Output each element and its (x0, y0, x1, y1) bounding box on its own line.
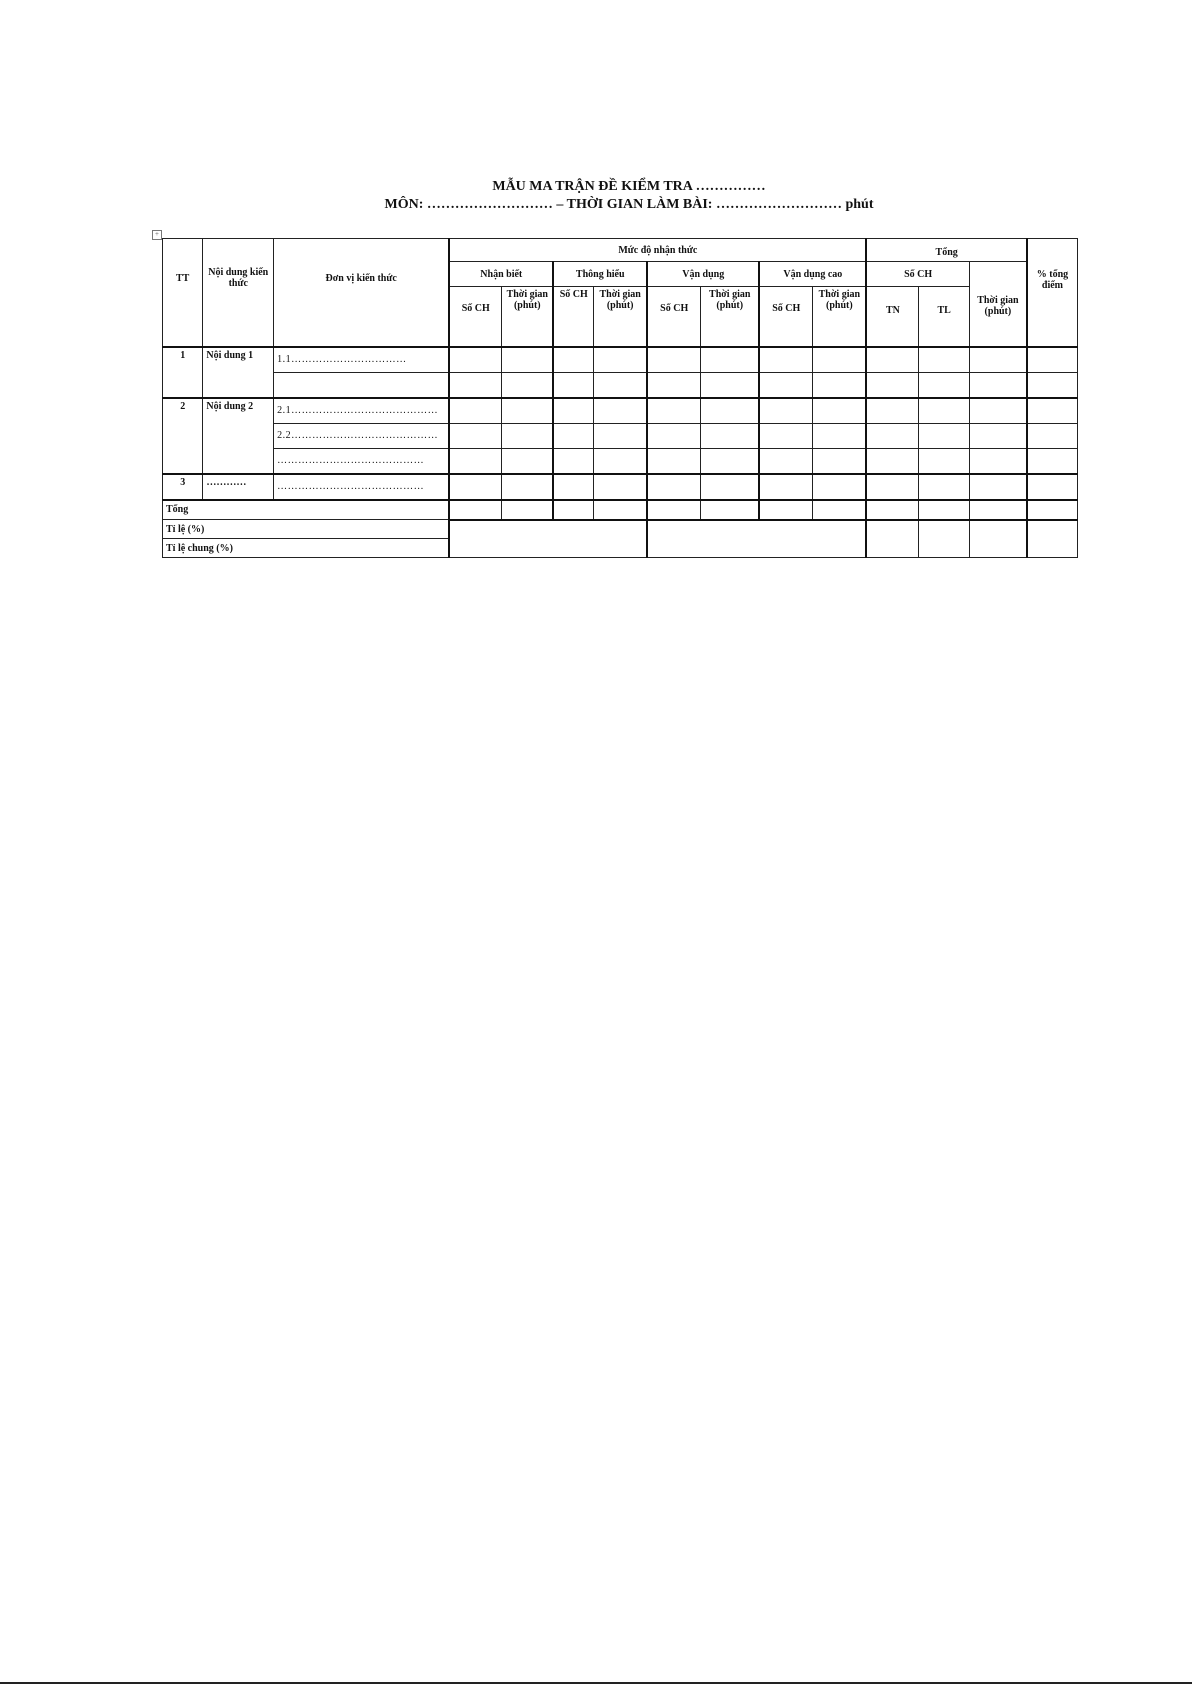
header-level-group: Mức độ nhận thức (449, 239, 866, 262)
matrix-cell (647, 398, 701, 424)
subheader-so-ch: Số CH (449, 287, 502, 347)
header-content: Nội dung kiến thức (203, 239, 274, 347)
matrix-cell (701, 423, 760, 448)
matrix-cell (594, 347, 648, 373)
header-percent: % tổng điểm (1027, 239, 1078, 347)
subheader-so-ch: Số CH (647, 287, 701, 347)
table-row (163, 347, 1078, 373)
matrix-cell (919, 423, 969, 448)
matrix-cell (594, 423, 648, 448)
footer-ratio-common: Tỉ lệ chung (%) (163, 539, 450, 558)
matrix-cell (1027, 372, 1078, 398)
matrix-cell (1027, 520, 1078, 558)
matrix-cell (759, 347, 813, 373)
matrix-cell (647, 372, 701, 398)
header-level-van-dung-cao: Vận dụng cao (759, 262, 866, 287)
header-level-nhan-biet: Nhận biết (449, 262, 553, 287)
matrix-cell (502, 398, 554, 424)
matrix-cell (866, 520, 919, 558)
table-row (163, 372, 1078, 398)
matrix-cell (701, 448, 760, 474)
matrix-cell (701, 500, 760, 520)
matrix-cell (647, 474, 701, 500)
subheader-thoi-gian: Thời gian (phút) (502, 287, 554, 347)
matrix-cell (594, 500, 648, 520)
matrix-cell (594, 398, 648, 424)
matrix-cell (919, 448, 969, 474)
document-heading (0, 178, 1192, 214)
matrix-cell (969, 500, 1027, 520)
matrix-cell (553, 500, 593, 520)
row-unit: …………………………………… (274, 448, 450, 474)
matrix-cell (647, 500, 701, 520)
table-row (163, 474, 1078, 500)
matrix-cell (647, 423, 701, 448)
matrix-cell (1027, 448, 1078, 474)
header-level-van-dung: Vận dụng (647, 262, 759, 287)
matrix-cell (866, 474, 919, 500)
table-row (163, 500, 1078, 520)
matrix-cell (919, 520, 969, 558)
matrix-cell (969, 474, 1027, 500)
matrix-cell (701, 372, 760, 398)
matrix-cell (701, 398, 760, 424)
matrix-cell (866, 372, 919, 398)
document-subtitle: MÔN: ……………………… – THỜI GIAN LÀM BÀI: ……………………… phút (384, 197, 874, 212)
matrix-cell (759, 372, 813, 398)
matrix-cell (553, 448, 593, 474)
matrix-cell (449, 347, 502, 373)
matrix-cell (647, 347, 701, 373)
move-handle-icon[interactable]: + (152, 230, 162, 240)
matrix-cell (1027, 398, 1078, 424)
table-row (163, 520, 1078, 539)
matrix-cell (813, 347, 867, 373)
matrix-cell (813, 423, 867, 448)
matrix-cell (759, 398, 813, 424)
footer-total: Tổng (163, 500, 450, 520)
matrix-cell (969, 520, 1027, 558)
page-bottom-rule (0, 1682, 1192, 1684)
matrix-cell (449, 398, 502, 424)
matrix-cell (866, 448, 919, 474)
subheader-tn: TN (866, 287, 919, 347)
matrix-cell (813, 500, 867, 520)
matrix-cell (502, 423, 554, 448)
matrix-cell (969, 448, 1027, 474)
document-title: MẪU MA TRẬN ĐỀ KIỂM TRA …………… (492, 179, 766, 194)
matrix-cell (1027, 423, 1078, 448)
matrix-cell (866, 398, 919, 424)
table-row (163, 423, 1078, 448)
subheader-thoi-gian: Thời gian (phút) (813, 287, 867, 347)
matrix-cell (502, 448, 554, 474)
matrix-cell (813, 474, 867, 500)
matrix-cell (919, 398, 969, 424)
matrix-cell (502, 347, 554, 373)
matrix-cell (813, 398, 867, 424)
row-unit (274, 372, 450, 398)
matrix-cell (502, 474, 554, 500)
matrix-cell (449, 500, 502, 520)
row-unit: 1.1…………………………… (274, 347, 450, 373)
subheader-so-ch: Số CH (759, 287, 813, 347)
matrix-cell (594, 474, 648, 500)
header-level-thong-hieu: Thông hiểu (553, 262, 647, 287)
matrix-cell (759, 474, 813, 500)
row-unit: 2.1…………………………………… (274, 398, 450, 424)
matrix-cell (553, 372, 593, 398)
matrix-cell (866, 347, 919, 373)
matrix-cell (647, 520, 866, 558)
matrix-cell (866, 500, 919, 520)
matrix-cell (969, 398, 1027, 424)
matrix-cell (969, 372, 1027, 398)
matrix-cell (449, 423, 502, 448)
row-tt: 3 (163, 474, 203, 500)
matrix-cell (969, 423, 1027, 448)
matrix-cell (449, 372, 502, 398)
exam-matrix (162, 238, 1078, 558)
matrix-cell (449, 520, 647, 558)
footer-ratio: Tỉ lệ (%) (163, 520, 450, 539)
matrix-cell (759, 423, 813, 448)
row-content: ………… (203, 474, 274, 500)
table-row (163, 398, 1078, 424)
matrix-cell (449, 448, 502, 474)
matrix-cell (1027, 347, 1078, 373)
matrix-cell (701, 347, 760, 373)
matrix-table (162, 238, 1078, 558)
matrix-cell (813, 372, 867, 398)
matrix-cell (502, 372, 554, 398)
header-tt: TT (163, 239, 203, 347)
header-total-so-ch: Số CH (866, 262, 969, 287)
matrix-cell (759, 448, 813, 474)
subheader-thoi-gian: Thời gian (phút) (594, 287, 648, 347)
matrix-cell (919, 500, 969, 520)
matrix-cell (813, 448, 867, 474)
subheader-so-ch: Số CH (553, 287, 593, 347)
table-row (163, 448, 1078, 474)
header-unit: Đơn vị kiến thức (274, 239, 450, 347)
subheader-tl: TL (919, 287, 969, 347)
matrix-cell (866, 423, 919, 448)
matrix-cell (594, 448, 648, 474)
row-content: Nội dung 2 (203, 398, 274, 474)
row-tt: 2 (163, 398, 203, 474)
matrix-cell (553, 474, 593, 500)
row-tt: 1 (163, 347, 203, 398)
matrix-cell (449, 474, 502, 500)
matrix-cell (502, 500, 554, 520)
matrix-cell (553, 347, 593, 373)
matrix-cell (919, 474, 969, 500)
matrix-cell (1027, 500, 1078, 520)
matrix-cell (919, 347, 969, 373)
matrix-cell (553, 423, 593, 448)
matrix-cell (553, 398, 593, 424)
matrix-cell (969, 347, 1027, 373)
matrix-cell (594, 372, 648, 398)
row-content: Nội dung 1 (203, 347, 274, 398)
row-unit: 2.2…………………………………… (274, 423, 450, 448)
matrix-cell (701, 474, 760, 500)
matrix-cell (919, 372, 969, 398)
row-unit: …………………………………… (274, 474, 450, 500)
subheader-thoi-gian: Thời gian (phút) (701, 287, 760, 347)
header-total-group: Tổng (866, 239, 1027, 262)
matrix-cell (647, 448, 701, 474)
matrix-cell (1027, 474, 1078, 500)
subheader-thoi-gian: Thời gian (phút) (969, 262, 1027, 347)
matrix-cell (759, 500, 813, 520)
